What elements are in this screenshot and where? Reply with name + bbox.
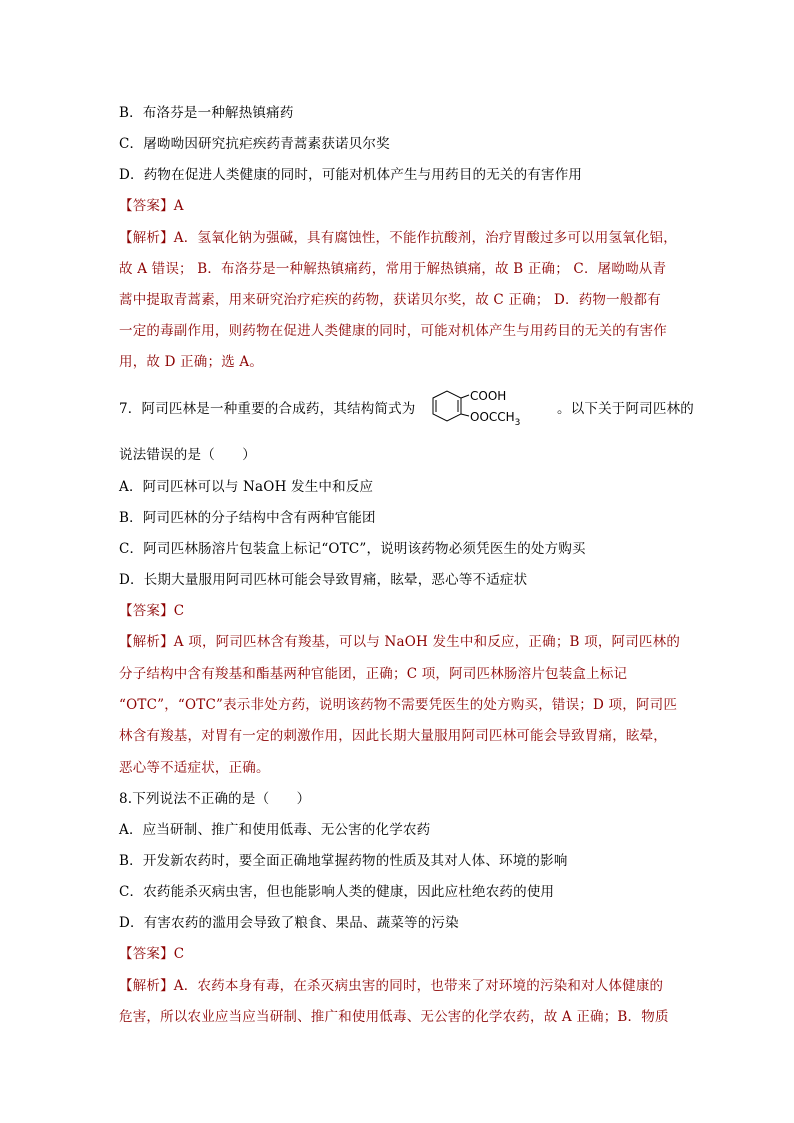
q7-option-b: B．阿司匹林的分子结构中含有两种官能团 xyxy=(119,510,376,526)
q8-option-d: D．有害农药的滥用会导致了粮食、果品、蔬菜等的污染 xyxy=(119,915,459,931)
q7-option-c: C．阿司匹林肠溶片包装盒上标记“OTC”，说明该药物必须凭医生的处方购买 xyxy=(119,541,586,557)
q7-option-a: A．阿司匹林可以与 NaOH 发生中和反应 xyxy=(119,479,374,495)
q8-answer: 【答案】C xyxy=(119,946,185,962)
q7-analysis-line: “OTC”，“OTC”表示非处方药，说明该药物不需要凭医生的处方购买，错误；D 项，阿司匹 xyxy=(119,697,678,713)
q6-analysis-line: 【解析】A．氢氧化钠为强碱，具有腐蚀性，不能作抗酸剂，治疗胃酸过多可以用氢氧化铝， xyxy=(119,230,677,246)
q7-analysis-line: 林含有羧基，对胃有一定的刺激作用，因此长期大量服用阿司匹林可能会导致胃痛，眩晕， xyxy=(119,728,667,744)
q6-analysis-line: 蒿中提取青蒿素，用来研究治疗疟疾的药物，获诺贝尔奖，故 C 正确； D．药物一般都有 xyxy=(119,292,661,308)
q8-analysis-line: 危害，所以农业应当应当研制、推广和使用低毒、无公害的化学农药，故 A 正确；B．物质 xyxy=(119,1009,669,1025)
q6-option-b: B．布洛芬是一种解热镇痛药 xyxy=(119,105,294,121)
aspirin-structure-diagram xyxy=(425,388,545,434)
q7-analysis-line: 恶心等不适症状，正确。 xyxy=(119,760,270,776)
q6-answer: 【答案】A xyxy=(119,198,184,214)
q7-stem-part2: 。以下关于阿司匹林的 xyxy=(557,401,694,417)
structure-label-cooh: COOH xyxy=(470,389,507,403)
q6-analysis-line: 用，故 D 正确；选 A。 xyxy=(119,354,264,370)
q8-option-c: C．农药能杀灭病虫害，但也能影响人类的健康，因此应杜绝农药的使用 xyxy=(119,884,555,900)
q7-stem-part1: 7．阿司匹林是一种重要的合成药，其结构简式为 xyxy=(119,401,416,417)
q7-stem-part3: 说法错误的是（ ） xyxy=(119,447,256,463)
q8-stem: 8.下列说法不正确的是（ ） xyxy=(119,791,311,807)
q7-analysis-line: 分子结构中含有羧基和酯基两种官能团，正确；C 项，阿司匹林肠溶片包装盒上标记 xyxy=(119,666,628,682)
q7-analysis-line: 【解析】A 项，阿司匹林含有羧基，可以与 NaOH 发生中和反应，正确；B 项，阿司匹林的 xyxy=(119,634,681,650)
q6-analysis-line: 一定的毒副作用，则药物在促进人类健康的同时，可能对机体产生与用药目的无关的有害作 xyxy=(119,323,667,339)
structure-label-ester: $OOCCH_3$ xyxy=(470,410,521,428)
q8-analysis-line: 【解析】A．农药本身有毒，在杀灭病虫害的同时，也带来了对环境的污染和对人体健康的 xyxy=(119,978,664,994)
q6-option-d: D．药物在促进人类健康的同时，可能对机体产生与用药目的无关的有害作用 xyxy=(119,167,583,183)
q7-answer: 【答案】C xyxy=(119,603,185,619)
q6-analysis-line: 故 A 错误； B．布洛芬是一种解热镇痛药，常用于解热镇痛，故 B 正确； C．屠呦呦从青 xyxy=(119,261,667,277)
q7-option-d: D．长期大量服用阿司匹林可能会导致胃痛，眩晕，恶心等不适症状 xyxy=(119,572,528,588)
q8-option-b: B．开发新农药时，要全面正确地掌握药物的性质及其对人体、环境的影响 xyxy=(119,853,568,869)
q8-option-a: A．应当研制、推广和使用低毒、无公害的化学农药 xyxy=(119,822,431,838)
q6-option-c: C．屠呦呦因研究抗疟疾药青蒿素获诺贝尔奖 xyxy=(119,136,390,152)
